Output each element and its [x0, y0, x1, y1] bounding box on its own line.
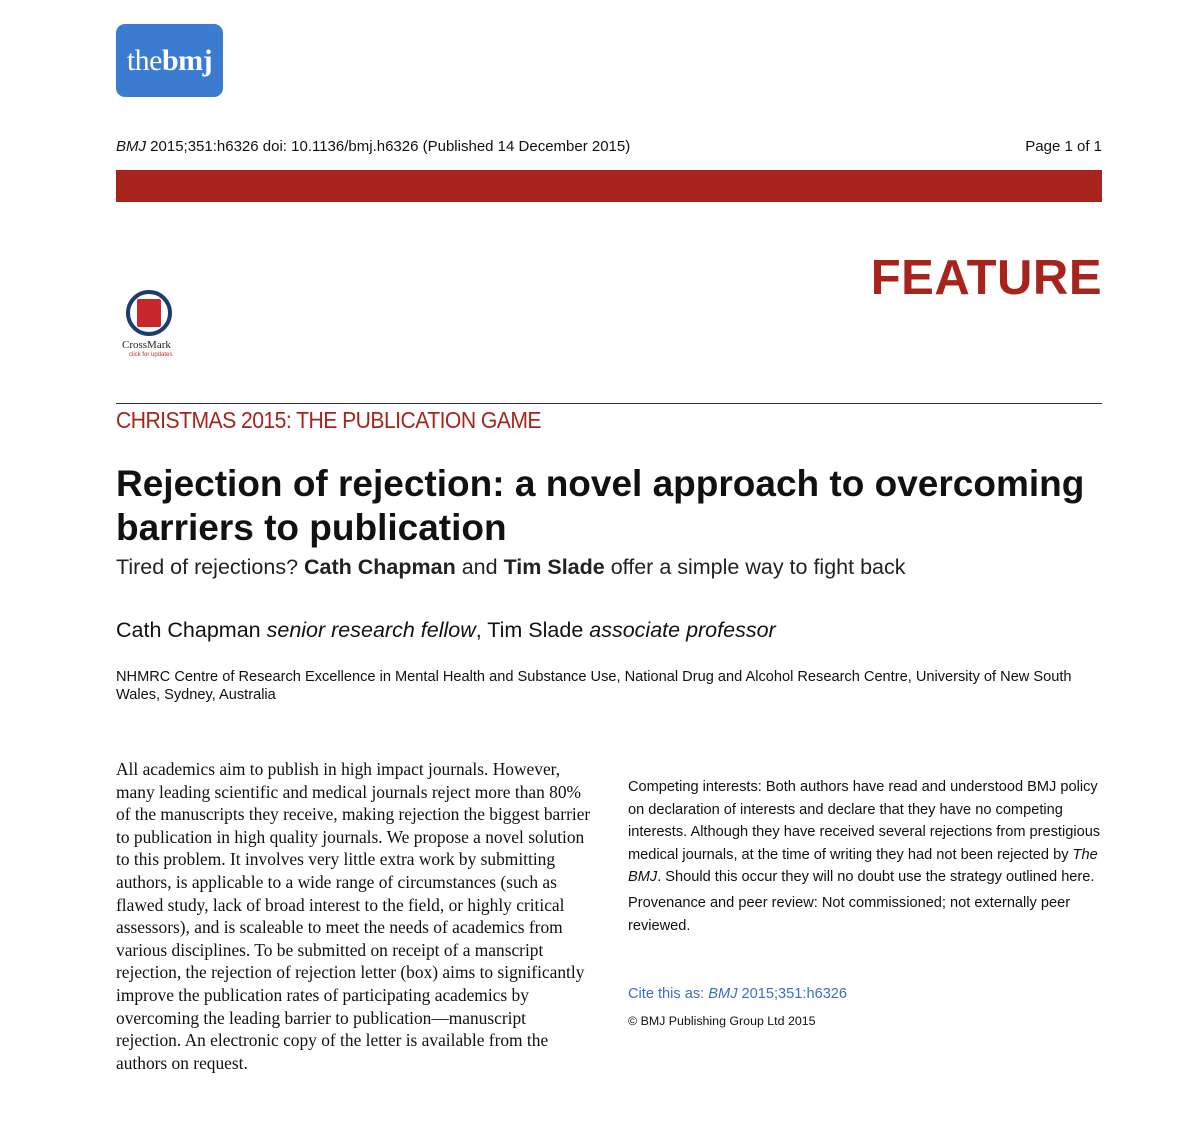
standfirst-post: offer a simple way to fight back [604, 555, 906, 579]
logo-name: bmj [161, 43, 213, 77]
section-divider [116, 403, 1102, 404]
author-role-2: associate professor [589, 618, 776, 642]
citation-details: 2015;351:h6326 doi: 10.1136/bmj.h6326 (Published 14 December 2015) [146, 138, 631, 155]
cite-this-link[interactable] [628, 986, 847, 1002]
article-notes [628, 776, 1106, 940]
copyright: © BMJ Publishing Group Ltd 2015 [628, 1014, 816, 1028]
cite-ref: 2015;351:h6326 [737, 986, 848, 1002]
cite-prefix: Cite this as: [628, 986, 709, 1002]
standfirst-mid: and [455, 555, 504, 579]
bmj-logo[interactable] [116, 24, 223, 97]
competing-journal: The BMJ [628, 846, 1098, 886]
crossmark-icon [126, 290, 172, 336]
crossmark-sublabel: click for updates [129, 352, 173, 358]
citation-line [116, 138, 630, 155]
standfirst [116, 555, 905, 580]
crossmark-badge[interactable] [118, 288, 184, 364]
feature-label: FEATURE [870, 251, 1102, 305]
affiliation: NHMRC Centre of Research Excellence in Mental Health and Substance Use, National Drug and Alcohol Research Centre, University of New South Wales, Sydney, Australia [116, 669, 1072, 703]
crossmark-label: CrossMark [122, 339, 171, 351]
author-name-2: Tim Slade [487, 618, 584, 642]
provenance: Provenance and peer review: Not commissioned; not externally peer reviewed. [628, 894, 1071, 934]
competing-interests [628, 776, 1106, 889]
standfirst-pre: Tired of rejections? [116, 555, 305, 579]
article-title: Rejection of rejection: a novel approach to overcoming barriers to publication [116, 463, 1085, 548]
section-heading: CHRISTMAS 2015: THE PUBLICATION GAME [116, 407, 541, 433]
author-list [116, 618, 776, 643]
logo-prefix: the [126, 43, 162, 77]
header-bar [116, 170, 1102, 202]
author-separator: , [475, 618, 488, 642]
standfirst-author-1: Cath Chapman [304, 555, 456, 579]
competing-tail: . Should this occur they will no doubt use the strategy outlined here. [657, 869, 1095, 886]
competing-text: Competing interests: Both authors have read and understood BMJ policy on declaration of interests and declare that they have no competing interests. Although they have received several rejections from prestigious medical journals, at the time of writing they had not been rejected by [628, 779, 1101, 863]
body-text: All academics aim to publish in high impact journals. However, many leading scientific and medical journals reject more than 80% of the manuscripts they receive, making rejection the biggest barrier to publication in high quality journals. We propose a novel solution to this problem. It involves very little extra work by submitting authors, is applicable to a wide range of circumstances (such as flawed study, lack of broad interest to the field, or highly critical assessors), and is scaleable to meet the needs of academics from various disciplines. To be submitted on receipt of a manscript rejection, the rejection of rejection letter (box) aims to significantly improve the publication rates of participating academics by overcoming the leading barrier to publication—manuscript rejection. An electronic copy of the letter is available from the authors on request. [116, 759, 591, 1073]
citation-journal: BMJ [116, 138, 146, 155]
cite-journal: BMJ [708, 986, 738, 1002]
author-role-1: senior research fellow [266, 618, 476, 642]
standfirst-author-2: Tim Slade [503, 555, 605, 579]
author-name-1: Cath Chapman [116, 618, 261, 642]
page-number: Page 1 of 1 [1025, 138, 1102, 155]
